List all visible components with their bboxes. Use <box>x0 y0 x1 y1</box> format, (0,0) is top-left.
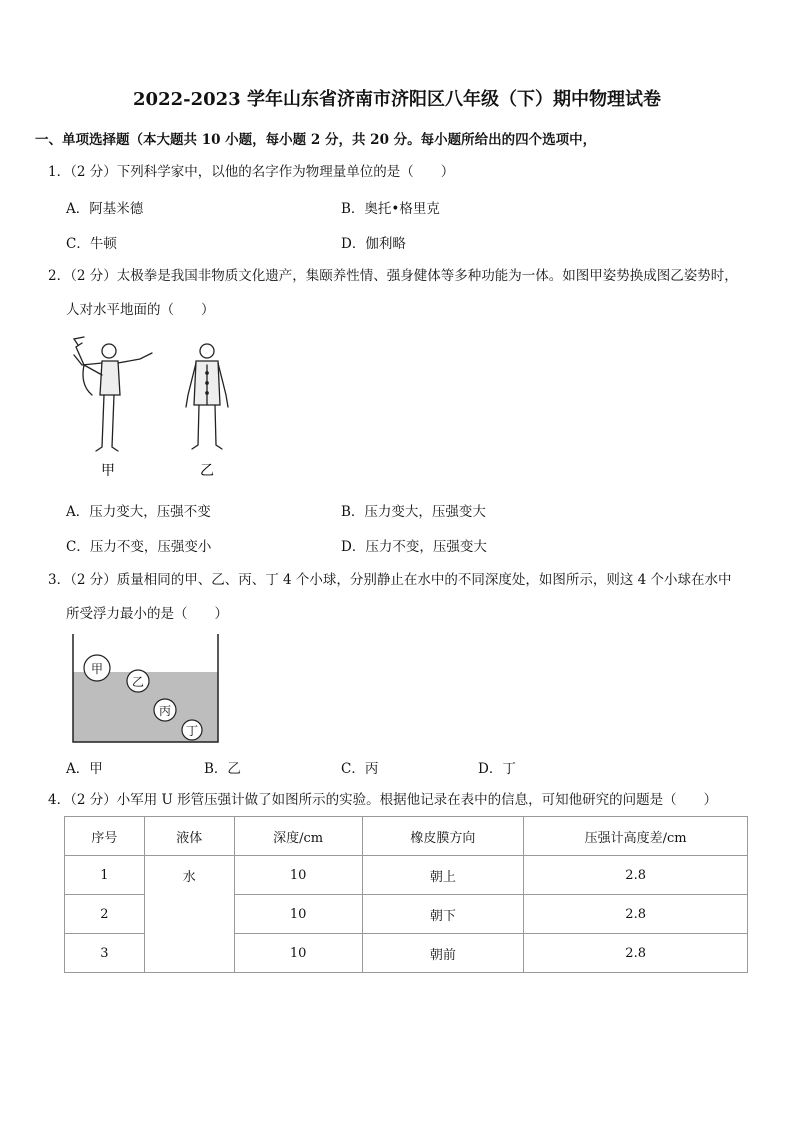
header-depth: 深度/cm <box>234 817 362 856</box>
cell-direction: 朝前 <box>362 934 524 973</box>
cell-liquid: 水 <box>144 856 234 973</box>
taichi-pose-jia <box>74 337 152 451</box>
q3-option-a: A．甲 <box>66 761 103 777</box>
question-3-stem-line2: 所受浮力最小的是（ ） <box>66 606 228 622</box>
q1-option-a: A．阿基米德 <box>66 201 144 217</box>
cell-depth: 10 <box>234 934 362 973</box>
header-index: 序号 <box>65 817 145 856</box>
question-3-stem-line1: 3．（2 分）质量相同的甲、乙、丙、丁 4 个小球，分别静止在水中的不同深度处，如图所示，则这 4 个小球在水中 <box>48 572 732 588</box>
q3-option-b: B．乙 <box>204 761 241 777</box>
question-1-stem: 1．（2 分）下列科学家中，以他的名字作为物理量单位的是（ ） <box>48 164 455 180</box>
taichi-figure <box>62 335 232 480</box>
figure-label-yi: 乙 <box>200 463 214 479</box>
cell-direction: 朝下 <box>362 895 524 934</box>
q3-option-c: C．丙 <box>341 761 379 777</box>
q2-option-a: A．压力变大，压强不变 <box>66 504 211 520</box>
q2-option-d: D．压力不变，压强变大 <box>341 539 487 555</box>
cell-depth: 10 <box>234 856 362 895</box>
q3-option-d: D．丁 <box>478 761 516 777</box>
cell-depth: 10 <box>234 895 362 934</box>
table-row <box>65 856 748 895</box>
ball-jia-label: 甲 <box>90 662 104 676</box>
figure-label-jia: 甲 <box>101 463 115 479</box>
section-heading: 一、单项选择题（本大题共 10 小题，每小题 2 分，共 20 分。每小题所给出的四个选项中， <box>35 132 597 148</box>
question-2-stem-line2: 人对水平地面的（ ） <box>66 302 215 318</box>
table-header-row <box>65 817 748 856</box>
ball-yi-label: 乙 <box>131 675 145 689</box>
ball-ding-label: 丁 <box>185 724 199 738</box>
question-2-stem-line1: 2．（2 分）太极拳是我国非物质文化遗产，集颐养性情、强身健体等多种功能为一体。如图甲姿势换成图乙姿势时， <box>48 268 738 284</box>
cell-height-difference: 2.8 <box>524 934 748 973</box>
question-4-stem: 4．（2 分）小军用 U 形管压强计做了如图所示的实验。根据他记录在表中的信息，可知他研究的问题是（ ） <box>48 792 718 808</box>
cell-index: 1 <box>65 856 145 895</box>
cell-index: 3 <box>65 934 145 973</box>
q1-option-d: D．伽利略 <box>341 236 406 252</box>
header-height-difference: 压强计高度差/cm <box>524 817 748 856</box>
header-membrane-direction: 橡皮膜方向 <box>362 817 524 856</box>
q1-option-b: B．奥托•格里克 <box>341 201 440 217</box>
header-liquid: 液体 <box>144 817 234 856</box>
q2-option-c: C．压力不变，压强变小 <box>66 539 212 555</box>
page-title: 2022-2023 学年山东省济南市济阳区八年级（下）期中物理试卷 <box>133 89 661 110</box>
taichi-pose-yi <box>186 344 228 449</box>
q1-option-c: C．牛顿 <box>66 236 117 252</box>
experiment-table <box>64 816 748 973</box>
cell-direction: 朝上 <box>362 856 524 895</box>
cell-index: 2 <box>65 895 145 934</box>
q2-option-b: B．压力变大，压强变大 <box>341 504 486 520</box>
cell-height-difference: 2.8 <box>524 856 748 895</box>
water-container-figure <box>66 632 226 744</box>
ball-bing-label: 丙 <box>158 704 172 718</box>
cell-height-difference: 2.8 <box>524 895 748 934</box>
